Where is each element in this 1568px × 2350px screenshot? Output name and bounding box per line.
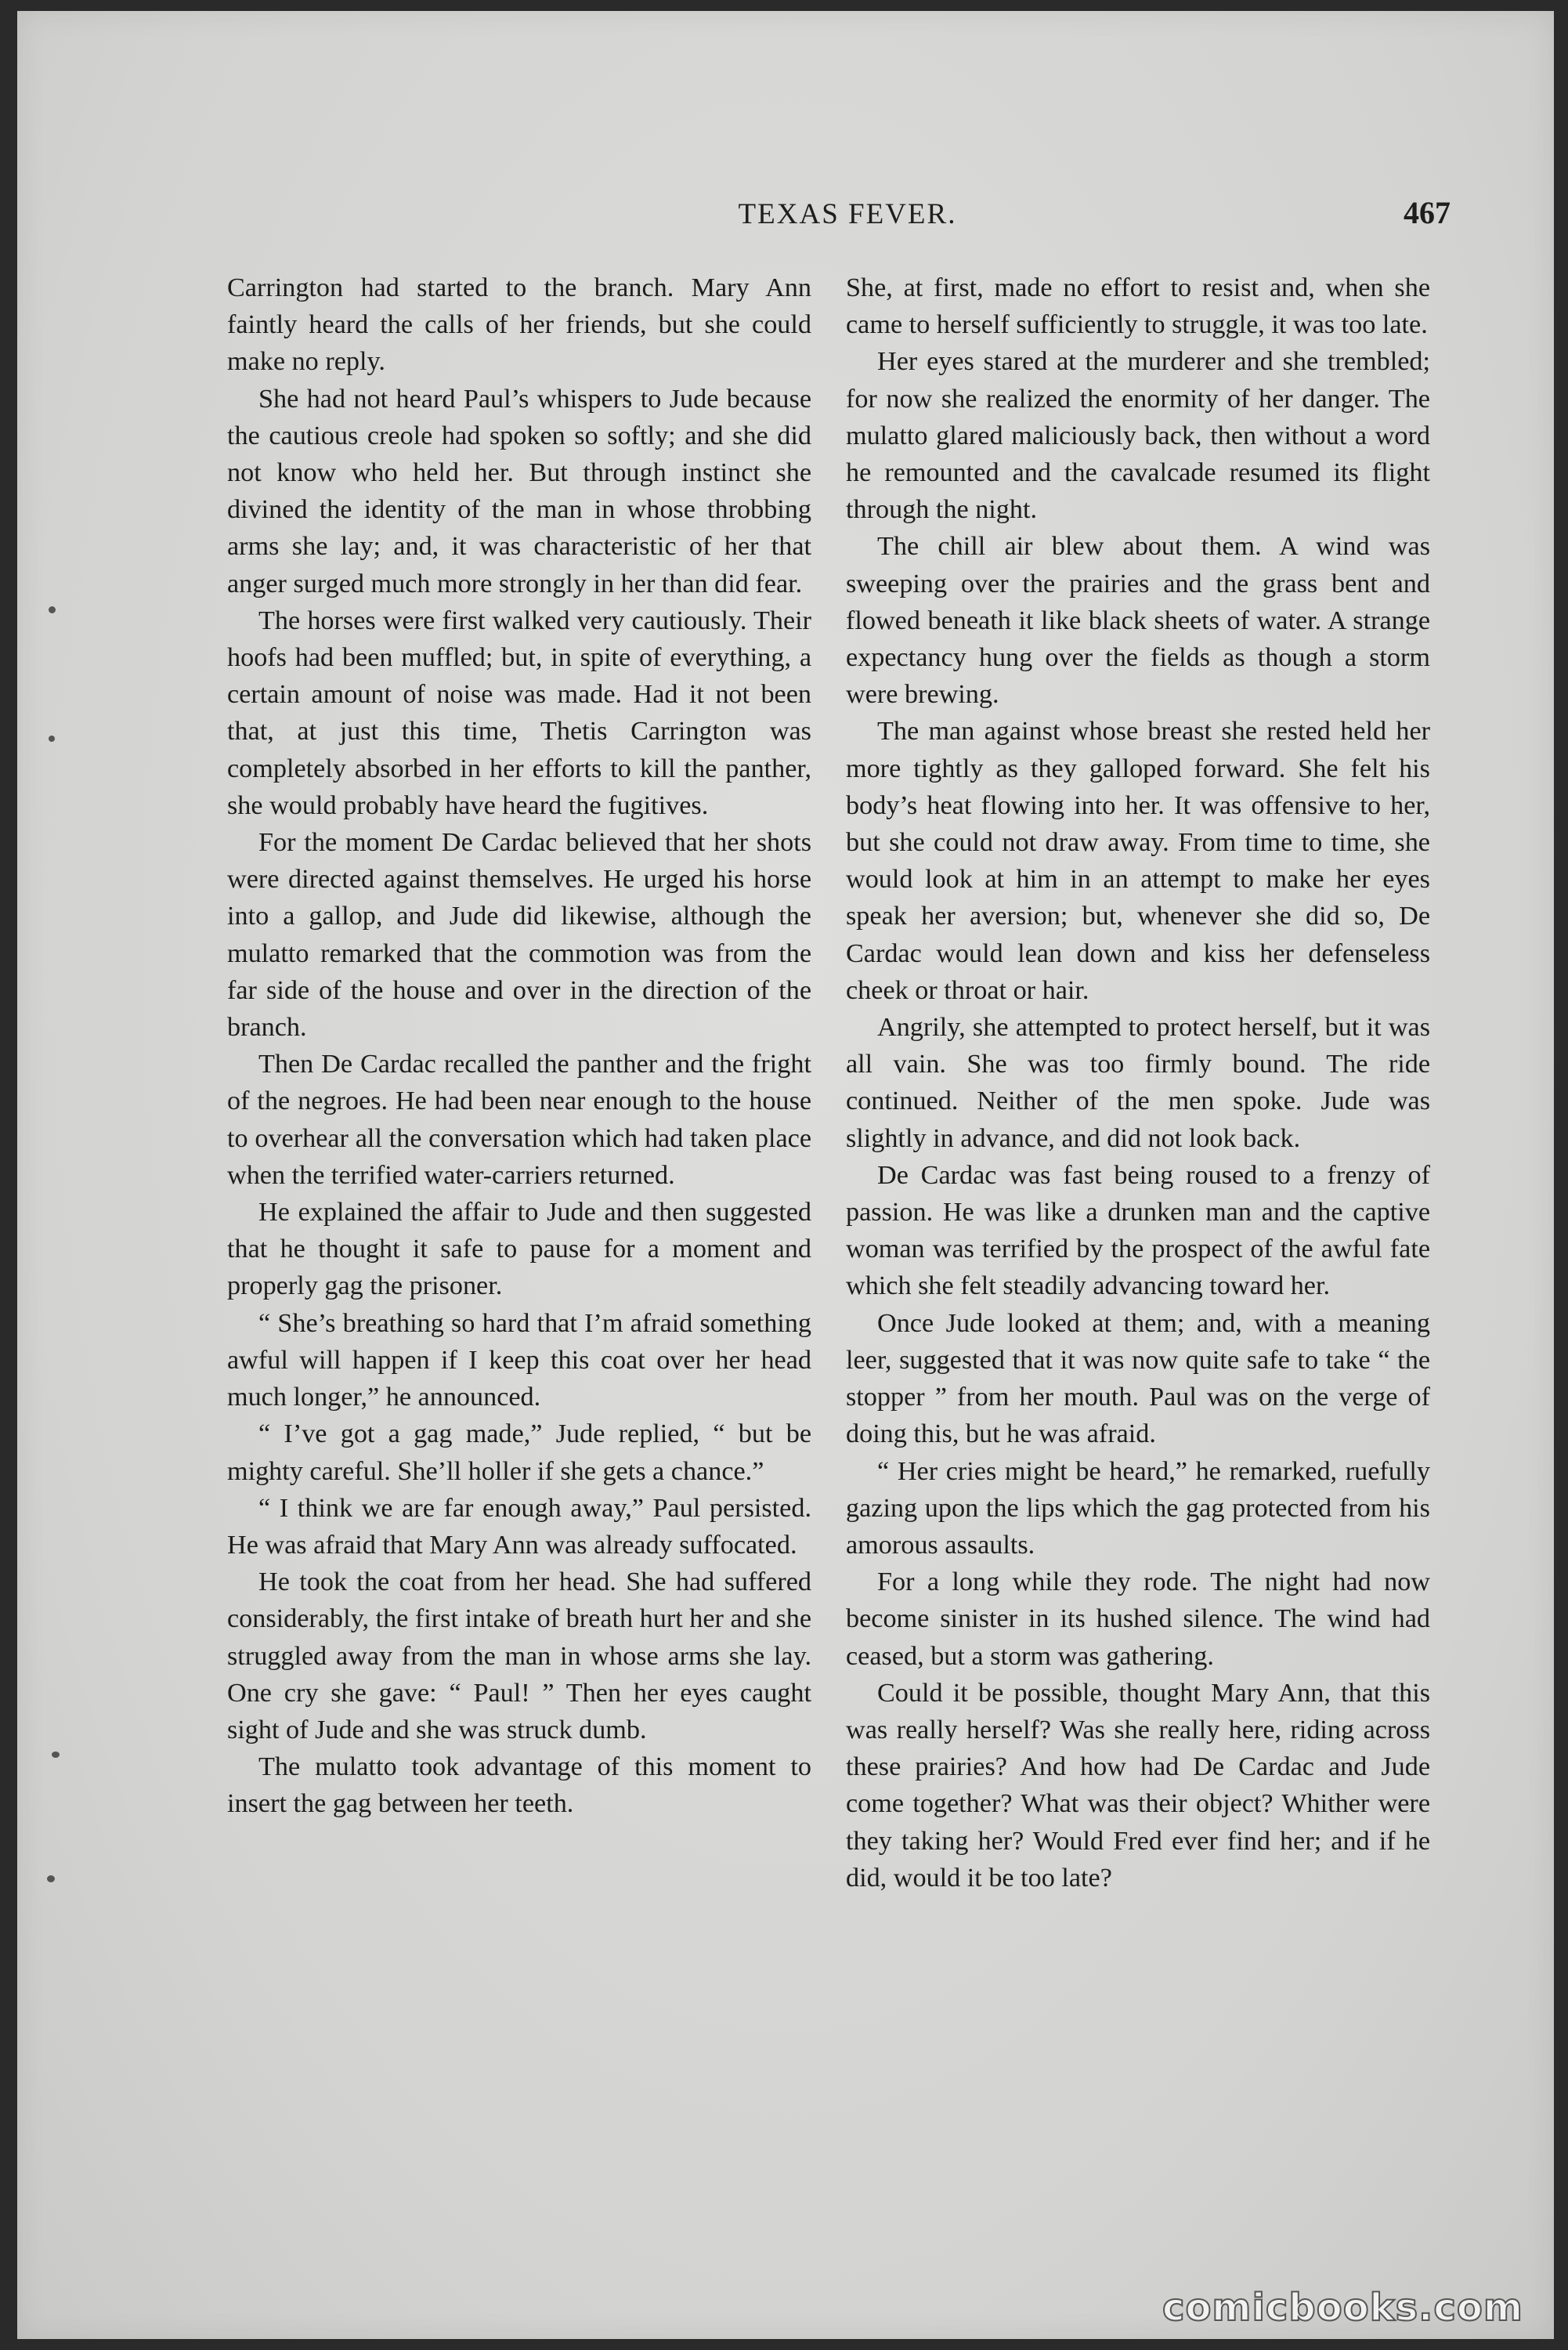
paragraph: “ I think we are far enough away,” Paul persisted. He was afraid that Mary Ann was already suffocated. bbox=[227, 1493, 811, 1560]
paragraph: She had not heard Paul’s whispers to Jude because the cautious creole had spoken so softly; and she did not know who held her. But through instinct she divined the identity of the man in whose throbbing arms she lay; and, it was characteristic of her that anger surged much more strongly in her than did fear. bbox=[227, 384, 811, 598]
page-speck bbox=[47, 1875, 55, 1882]
paragraph: “ She’s breathing so hard that I’m afraid something awful will happen if I keep this coat over her head much longer,” he announced. bbox=[227, 1308, 811, 1412]
paragraph: Once Jude looked at them; and, with a meaning leer, suggested that it was now quite safe to take “ the stopper ” from her mouth. Paul was on the verge of doing this, but he was afraid. bbox=[846, 1308, 1430, 1449]
paragraph: The chill air blew about them. A wind was sweeping over the prairies and the grass bent and flowed beneath it like black sheets of water. A strange expectancy hung over the fields as though a storm were brewing. bbox=[846, 532, 1430, 710]
paragraph: For a long while they rode. The night had now become sinister in its hushed silence. The wind had ceased, but a storm was gathering. bbox=[846, 1567, 1430, 1671]
paragraph: The man against whose breast she rested held her more tightly as they galloped forward. She felt his body’s heat flowing into her. It was offensive to her, but she could not draw away. From time to time, she would look at him in an attempt to make her eyes speak her aversion; but, whenever she did so, De Cardac would lean down and kiss her defenseless cheek or throat or hair. bbox=[846, 717, 1430, 1005]
paragraph: For the moment De Cardac believed that her shots were directed against themselves. He urged his horse into a gallop, and Jude did likewise, although the mulatto remarked that the commotion was from the far side of the house and over in the direction of the branch. bbox=[227, 828, 811, 1043]
paragraph: Her eyes stared at the murderer and she trembled; for now she realized the enormity of her danger. The mulatto glared maliciously back, then without a word he remounted and the cavalcade resumed its flight through the night. bbox=[846, 347, 1430, 525]
page-number: 467 bbox=[1404, 195, 1451, 230]
running-head: TEXAS FEVER. bbox=[738, 198, 957, 230]
paragraph: De Cardac was fast being roused to a frenzy of passion. He was like a drunken man and the captive woman was terrified by the prospect of the awful fate which she felt steadily advancing toward her. bbox=[846, 1160, 1430, 1301]
paragraph: He explained the affair to Jude and then suggested that he thought it safe to pause for a moment and properly gag the prisoner. bbox=[227, 1198, 811, 1301]
left-column bbox=[227, 269, 811, 1823]
page-speck bbox=[49, 606, 56, 613]
paragraph: Then De Cardac recalled the panther and the fright of the negroes. He had been near enough to the house to overhear all the conversation which had taken place when the terrified water-carriers returned. bbox=[227, 1050, 811, 1190]
paragraph: “ I’ve got a gag made,” Jude replied, “ but be mighty careful. She’ll holler if she gets a chance.” bbox=[227, 1419, 811, 1486]
paragraph: Could it be possible, thought Mary Ann, that this was really herself? Was she really here, riding across these prairies? And how had De Cardac and Jude come together? What was their object? Whither were they taking her? Would Fred ever find her; and if he did, would it be too late? bbox=[846, 1678, 1430, 1893]
paragraph: She, at first, made no effort to resist and, when she came to herself sufficiently to struggle, it was too late. bbox=[846, 273, 1430, 340]
page-speck bbox=[49, 736, 55, 742]
watermark: comicbooks.com bbox=[1162, 2286, 1523, 2330]
paragraph: Carrington had started to the branch. Mary Ann faintly heard the calls of her friends, but she could make no reply. bbox=[227, 273, 811, 377]
right-column bbox=[846, 269, 1430, 1896]
paragraph: He took the coat from her head. She had suffered considerably, the first intake of breath hurt her and she struggled away from the man in whose arms she lay. One cry she gave: “ Paul! ” Then her eyes caught sight of Jude and she was struck dumb. bbox=[227, 1567, 811, 1744]
page-header bbox=[244, 197, 1451, 244]
paragraph: The horses were first walked very cautiously. Their hoofs had been muffled; but, in spite of everything, a certain amount of noise was made. Had it not been that, at just this time, Thetis Carrington was completely absorbed in her efforts to kill the panther, she would probably have heard the fugitives. bbox=[227, 606, 811, 820]
book-page bbox=[17, 11, 1554, 2339]
paragraph: The mulatto took advantage of this moment to insert the gag between her teeth. bbox=[227, 1752, 811, 1819]
paragraph: Angrily, she attempted to protect herself, but it was all vain. She was too firmly bound. The ride continued. Neither of the men spoke. Jude was slightly in advance, and did not look back. bbox=[846, 1013, 1430, 1153]
page-speck bbox=[52, 1752, 60, 1758]
paragraph: “ Her cries might be heard,” he remarked, ruefully gazing upon the lips which the gag protected from his amorous assaults. bbox=[846, 1456, 1430, 1560]
